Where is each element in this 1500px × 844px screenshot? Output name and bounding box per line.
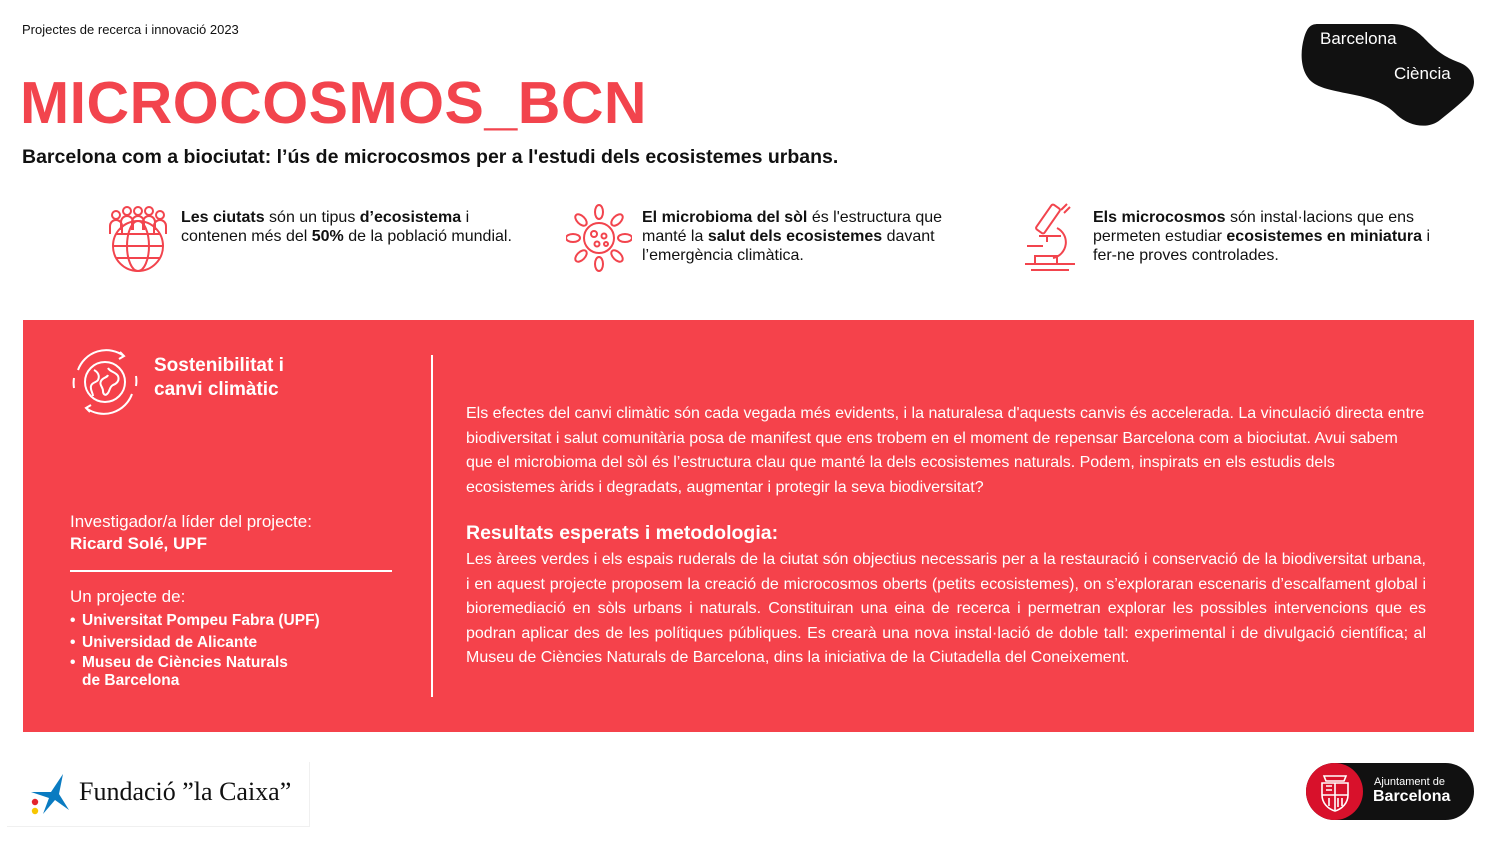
sustainability-globe-icon (68, 348, 142, 416)
partners-label: Un projecte de: (70, 587, 186, 606)
partner-item: • Universidad de Alicante (70, 632, 320, 654)
fact-cities-text: Les ciutats són un tipus d’ecosistema i contenen més del 50% de la població mundial. (181, 209, 512, 245)
caixa-text: Fundació ”la Caixa” (79, 777, 292, 806)
partner-item (70, 654, 320, 690)
top-label: Projectes de recerca i innovació 2023 (22, 22, 239, 37)
fact-cities (105, 200, 515, 272)
lead-label: Investigador/a líder del projecte: (70, 512, 312, 531)
brand-line-barcelona: Barcelona (1320, 29, 1397, 48)
microscope-icon (1017, 200, 1083, 272)
panel-divider (431, 355, 433, 697)
page-subtitle: Barcelona com a biociutat: l’ús de microcosmos per a l'estudi dels ecosistemes urbans. (22, 146, 839, 168)
barcelona-ciencia-logo (1300, 22, 1480, 128)
people-globe-icon (105, 200, 171, 272)
page-title: MICROCOSMOS_BCN (20, 70, 648, 136)
partners-list (70, 610, 320, 690)
ajuntament-line2: Barcelona (1373, 788, 1451, 805)
theme-title (154, 354, 284, 402)
fact-microbiome-text: El microbioma del sòl és l'estructura que manté la salut dels ecosistemes davant l’emergència climàtica. (642, 209, 943, 264)
caixa-star-icon (23, 772, 73, 816)
lead-name: Ricard Solé, UPF (70, 534, 207, 553)
partner-item-line2: de Barcelona (82, 672, 180, 689)
fact-microcosms (1017, 200, 1437, 272)
barcelona-crest-icon (1318, 772, 1352, 812)
fundacio-la-caixa-logo (7, 762, 310, 827)
brand-line-ciencia: Ciència (1394, 64, 1451, 83)
ajuntament-line1: Ajuntament de (1374, 776, 1445, 788)
results-paragraph: Les àrees verdes i els espais ruderals de la ciutat són objectius necessaris per a la restauració i conservació de la biodiversitat urbana, i en aquest projecte proposem la creació de microcosmos oberts (petits ecosistemes), on s’exploraran escenaris d’escalfament global i bioremediació en sòls urbans i naturals. Constituiran una eina de recerca i permetran explorar les possibles intervencions que es podran aplicar des de les polítiques públiques. Es crearà una nova instal·lació de doble tall: experimental i de divulgació científica; al Museu de Ciències Naturals de Barcelona, dins la iniciativa de la Ciutadella del Coneixement. (466, 551, 1426, 666)
partner-item-line1: Museu de Ciències Naturals (82, 654, 288, 671)
theme-title-line1: Sostenibilitat i (154, 355, 284, 376)
ajuntament-barcelona-logo (1306, 763, 1474, 820)
partner-item: • Universitat Pompeu Fabra (UPF) (70, 610, 320, 632)
ajuntament-badge (1306, 763, 1363, 820)
microbiome-flower-icon (566, 200, 632, 272)
intro-paragraph: Els efectes del canvi climàtic són cada vegada més evidents, i la naturalesa d'aquests canvis és accelerada. La vinculació directa entre biodiversitat i salut comunitària posa de manifest que ens trobem en el moment de repensar Barcelona com a biociutat. Avui sabem que el microbioma del sòl és l’estructura clau que manté la dels ecosistemes naturals. Podem, inspirats en els estudis dels ecosistemes àrids i degradats, augmentar i protegir la seva biodiversitat? (466, 405, 1425, 496)
left-rule (70, 570, 392, 572)
theme-title-line2: canvi climàtic (154, 379, 279, 400)
fact-microbiome (566, 200, 956, 272)
results-title: Resultats esperats i metodologia: (466, 522, 779, 544)
fact-microcosms-text: Els microcosmos són instal·lacions que ens permeten estudiar ecosistemes en miniatura i fer-ne proves controlades. (1093, 209, 1431, 264)
